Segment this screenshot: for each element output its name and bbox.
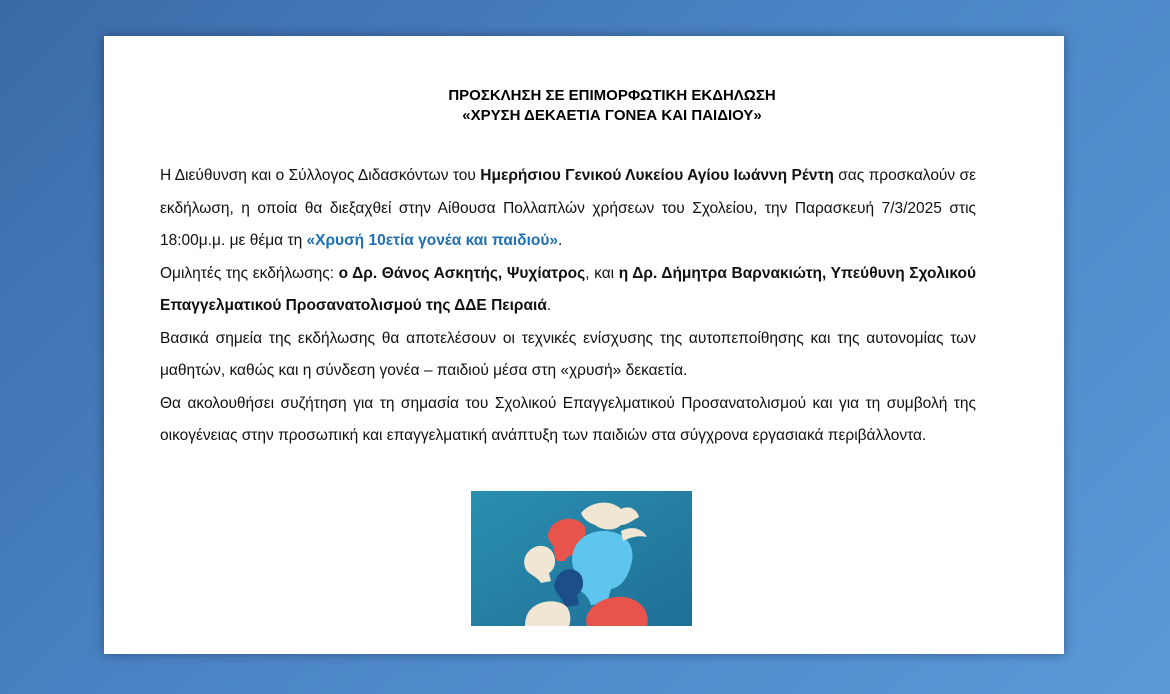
invitation-page bbox=[104, 36, 1064, 654]
paragraph-key-points: Βασικά σημεία της εκδήλωσης θα αποτελέσουν οι τεχνικές ενίσχυσης της αυτοπεποίθησης και της αυτονομίας των μαθητών, καθώς και η σύνδεση γονέα – παιδιού μέσα στη «χρυσή» δεκαετία. bbox=[160, 329, 976, 379]
speaker-2: η Δρ. Δήμητρα Βαρνακιώτη, Υπεύθυνη Σχολικού Επαγγελματικού Προσανατολισμού της ΔΔΕ Πειραιά bbox=[160, 264, 976, 314]
invitation-body bbox=[160, 160, 976, 453]
event-topic: «Χρυσή 10ετία γονέα και παιδιού» bbox=[306, 232, 558, 249]
paragraph-discussion: Θα ακολουθήσει συζήτηση για τη σημασία του Σχολικού Επαγγελματικού Προσανατολισμού και για τη συμβολή της οικογένειας στην προσωπική και επαγγελματική ανάπτυξη των παιδιών στα σύγχρονα εργασιακά περιβάλλοντα. bbox=[160, 394, 976, 444]
title-line-2: «ΧΡΥΣΗ ΔΕΚΑΕΤΙΑ ΓΟΝΕΑ ΚΑΙ ΠΑΙΔΙΟΥ» bbox=[462, 107, 762, 124]
intro-text: Η Διεύθυνση και ο Σύλλογος Διδασκόντων του bbox=[160, 167, 481, 184]
title-line-1: ΠΡΟΣΚΛΗΣΗ ΣΕ ΕΠΙΜΟΡΦΩΤΙΚΗ ΕΚΔΗΛΩΣΗ bbox=[448, 87, 776, 104]
school-name: Ημερήσιου Γενικού Λυκείου Αγίου Ιωάννη Ρέντη bbox=[480, 167, 834, 184]
paragraph-invitation bbox=[160, 160, 976, 323]
end-period: . bbox=[546, 297, 552, 314]
period: . bbox=[558, 232, 563, 249]
speakers-intro: Ομιλητές της εκδήλωσης: bbox=[160, 264, 339, 282]
event-details: σας προσκαλούν σε εκδήλωση, η οποία θα διεξαχθεί στην Αίθουσα Πολλαπλών χρήσεων του Σχολείου, την Παρασκευή 7/3/2025 στις 18:00μ.μ. με θέμα τη bbox=[160, 167, 977, 249]
and-text: , και bbox=[585, 264, 619, 282]
silhouettes-illustration bbox=[471, 491, 692, 626]
speaker-1: ο Δρ. Θάνος Ασκητής, Ψυχίατρος bbox=[338, 264, 586, 282]
